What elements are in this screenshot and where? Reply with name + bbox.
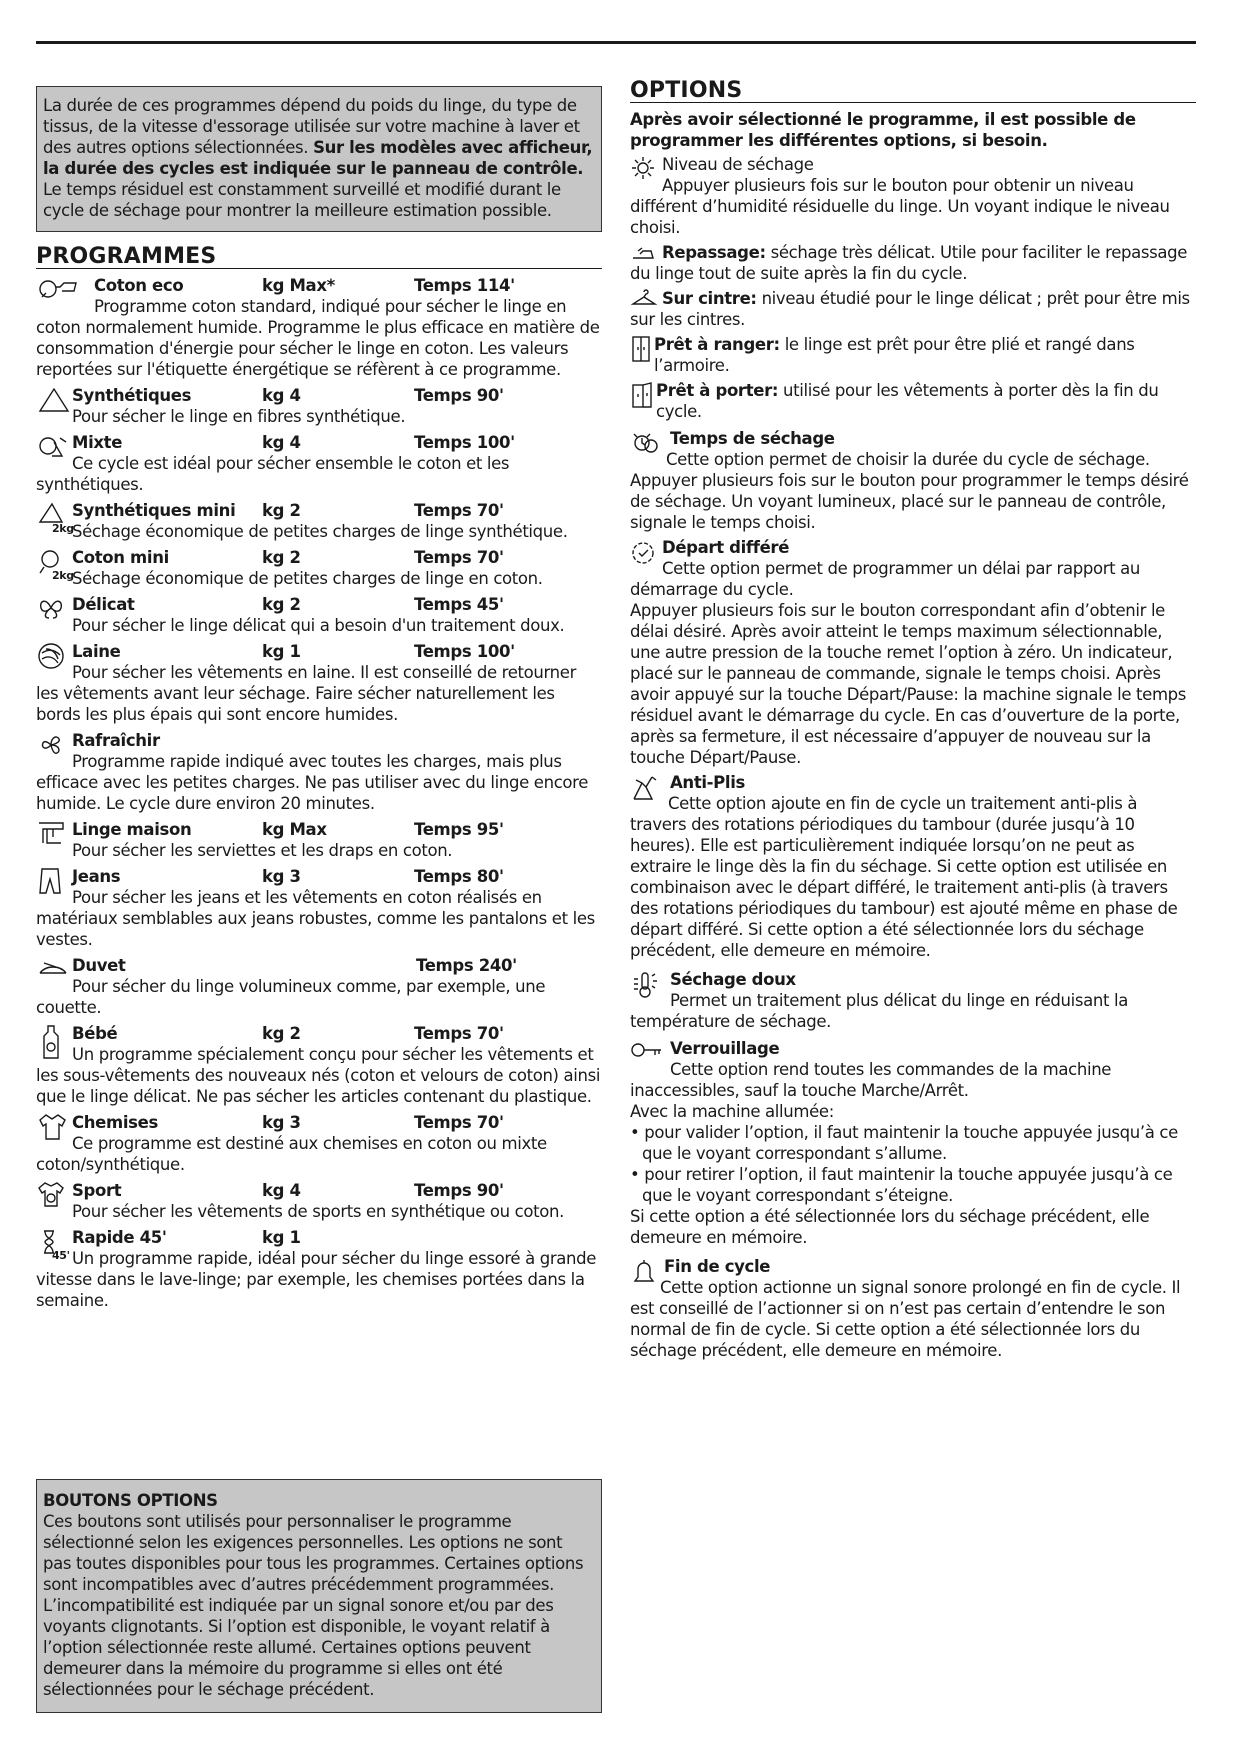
option-temps xyxy=(630,428,1196,533)
programme-description: Ce programme est destiné aux chemises en coton ou mixte coton/synthétique. xyxy=(36,1134,547,1174)
programme-9 xyxy=(36,866,602,950)
programme-name: Coton mini xyxy=(72,548,169,567)
programme-load xyxy=(262,955,416,976)
gentle-drying-icon xyxy=(630,970,660,998)
option-cintre xyxy=(630,288,1196,330)
programme-description: Pour sécher les jeans et les vêtements en coton réalisés en matériaux semblables aux jeans robustes, comme les pantalons et les vestes. xyxy=(36,888,595,949)
programme-description: Pour sécher le linge délicat qui a besoin d'un traitement doux. xyxy=(72,616,565,635)
programme-description: Pour sécher les vêtements de sports en synthétique ou coton. xyxy=(72,1202,564,1221)
programme-name: Délicat xyxy=(72,595,135,614)
option-niveau-desc: Appuyer plusieurs fois sur le bouton pour obtenir un niveau différent d’humidité résiduelle du linge. Un voyant indique le niveau choisi. xyxy=(630,176,1170,237)
option-niveau-title: Niveau de séchage xyxy=(662,155,814,174)
anti-crease-icon xyxy=(630,773,660,801)
programme-description: Programme rapide indiqué avec toutes les charges, mais plus efficace avec les petites charges. Ne pas utiliser avec du linge encore humide. Le cycle dure environ 20 minutes. xyxy=(36,752,589,813)
programme-load: kg 4 xyxy=(262,1181,301,1200)
right-column xyxy=(630,80,1196,1365)
options-box-text: Ces boutons sont utilisés pour personnaliser le programme sélectionné selon les exigences personnelles. Les options ne sont pas toutes disponibles pour tous les programmes. Certaines options sont incompatibles avec d’autres précédemment programmées. L’incompatibilité est indiquée par un signal sonore et/ou par des voyants clignotants. Si l’option est disponible, le voyant relatif à l’option sélectionnée reste allumé. Certaines options peuvent demeurer dans la mémoire du programme si elles ont été sélectionnées pour le séchage précédent. xyxy=(43,1512,584,1699)
programme-name: Laine xyxy=(72,642,121,661)
iron-icon xyxy=(630,243,660,271)
refresh-icon xyxy=(36,730,70,764)
option-antiplis-title: Anti-Plis xyxy=(670,773,745,792)
programme-13 xyxy=(36,1180,602,1222)
programme-11 xyxy=(36,1023,602,1107)
programme-time: Temps 90' xyxy=(414,1181,504,1200)
quick-45-icon xyxy=(36,1227,70,1261)
programme-description: Pour sécher du linge volumineux comme, par exemple, une couette. xyxy=(36,977,546,1017)
programme-time: Temps 114' xyxy=(414,276,515,295)
option-depart xyxy=(630,537,1196,768)
left-column xyxy=(36,80,602,1699)
option-verrou-desc2: Avec la machine allumée: xyxy=(630,1102,834,1121)
programme-load xyxy=(262,730,414,751)
option-verrou-desc3: Si cette option a été sélectionnée lors du séchage précédent, elle demeure en mémoire. xyxy=(630,1207,1150,1247)
programme-badge: 2kg xyxy=(52,569,74,582)
option-fin-desc: Cette option actionne un signal sonore prolongé en fin de cycle. Il est conseillé de l’actionner si on n’est pas certain d’entendre le son normal de fin de cycle. Si cette option a été sélectionnée lors du séchage précédent, elle demeure en mémoire. xyxy=(630,1278,1181,1360)
programme-12 xyxy=(36,1112,602,1175)
programme-time: Temps 100' xyxy=(414,642,515,661)
cotton-mini-icon xyxy=(36,547,74,582)
programme-description: Séchage économique de petites charges de linge synthétique. xyxy=(72,522,568,541)
programme-load: kg 2 xyxy=(262,501,301,520)
option-verrou-bullet-2: • pour retirer l’option, il faut maintenir la touche appuyée jusqu’à ce que le voyant correspondant s’éteigne. xyxy=(630,1165,1173,1205)
programme-load: kg Max* xyxy=(262,276,335,295)
programme-8 xyxy=(36,819,602,861)
options-heading: OPTIONS xyxy=(630,80,1196,103)
programme-2 xyxy=(36,432,602,495)
top-rule xyxy=(36,41,1196,44)
programme-name: Synthétiques mini xyxy=(72,501,236,520)
option-fin xyxy=(630,1256,1196,1361)
synthetic-mini-icon xyxy=(36,500,74,535)
cupboard-icon xyxy=(630,335,660,363)
programmes-heading: PROGRAMMES xyxy=(36,246,602,269)
shirts-icon xyxy=(36,1112,70,1146)
option-verrou-desc: Cette option rend toutes les commandes de la machine inaccessibles, sauf la touche Marche/Arrêt. xyxy=(630,1060,1112,1100)
programme-name: Duvet xyxy=(72,956,126,975)
programme-0 xyxy=(36,275,602,380)
option-repassage-title: Repassage: xyxy=(662,243,766,262)
wool-icon xyxy=(36,641,70,675)
programme-load: kg Max xyxy=(262,820,327,839)
programme-name: Synthétiques xyxy=(72,386,192,405)
programme-description: Un programme rapide, idéal pour sécher du linge essoré à grande vitesse dans le lave-linge; par exemple, les chemises portées dans la semaine. xyxy=(36,1249,597,1310)
option-temps-desc: Cette option permet de choisir la durée du cycle de séchage. Appuyer plusieurs fois sur le bouton pour programmer le temps désiré de séchage. Un voyant lumineux, placé sur le panneau de contrôle, signale le temps choisi. xyxy=(630,450,1189,532)
programme-name: Coton eco xyxy=(94,276,184,295)
programme-time: Temps 100' xyxy=(414,433,515,452)
programme-name: Sport xyxy=(72,1181,122,1200)
option-niveau xyxy=(630,154,1196,238)
key-icon xyxy=(630,1039,660,1067)
baby-icon xyxy=(36,1023,70,1057)
programme-time: Temps 70' xyxy=(414,548,504,567)
option-antiplis-desc: Cette option ajoute en fin de cycle un traitement anti-plis à travers des rotations périodiques du tambour (durée jusqu’à 10 heures). Elle est particulièrement indiquée lorsqu’on ne peut as extraire le linge dès la fin du séchage. Si cette option est utilisée en combinaison avec le départ différé, le traitement anti-plis (à travers des rotations périodiques du tambour) est ajouté même en phase de départ différé. Si cette option a été sélectionnée lors du séchage précédent, elle demeure en mémoire. xyxy=(630,794,1178,960)
programme-list xyxy=(36,275,602,1311)
timer-icon xyxy=(630,429,660,457)
programme-description: Séchage économique de petites charges de linge en coton. xyxy=(72,569,543,588)
programme-load: kg 3 xyxy=(262,1113,301,1132)
sport-icon xyxy=(36,1180,70,1214)
duvet-icon xyxy=(36,955,70,989)
option-repassage-desc: séchage très délicat. Utile pour faciliter le repassage du linge tout de suite après la fin du cycle. xyxy=(630,243,1188,283)
programme-7 xyxy=(36,730,602,814)
programme-load: kg 1 xyxy=(262,1228,301,1247)
programme-badge: 2kg xyxy=(52,522,74,535)
programme-3 xyxy=(36,500,602,542)
option-porter xyxy=(630,380,1196,422)
option-cintre-title: Sur cintre: xyxy=(662,289,757,308)
intro-text: La durée de ces programmes dépend du poids du linge, du type de tissus, de la vitesse d'essorage utilisée sur votre machine à laver et des autres options sélectionnées. xyxy=(43,96,580,157)
programme-time: Temps 240' xyxy=(416,956,517,975)
intro-bold: Sur les modèles avec afficheur, la durée des cycles est indiquée sur le panneau de contrôle. xyxy=(43,138,593,178)
programme-time: Temps 70' xyxy=(414,1113,504,1132)
option-fin-title: Fin de cycle xyxy=(664,1257,771,1276)
programme-name: Linge maison xyxy=(72,820,192,839)
programme-5 xyxy=(36,594,602,636)
programme-load: kg 3 xyxy=(262,867,301,886)
intro-text2: Le temps résiduel est constamment surveillé et modifié durant le cycle de séchage pour montrer la meilleure estimation possible. xyxy=(43,180,561,220)
programme-description: Pour sécher le linge en fibres synthétique. xyxy=(72,407,406,426)
programme-6 xyxy=(36,641,602,725)
programme-time: Temps 95' xyxy=(414,820,504,839)
programme-load: kg 1 xyxy=(262,642,301,661)
option-doux-desc: Permet un traitement plus délicat du linge en réduisant la température de séchage. xyxy=(630,991,1129,1031)
programme-load: kg 2 xyxy=(262,595,301,614)
programme-description: Ce cycle est idéal pour sécher ensemble le coton et les synthétiques. xyxy=(36,454,510,494)
programme-load: kg 4 xyxy=(262,433,301,452)
synthetic-icon xyxy=(36,385,70,419)
mixed-icon xyxy=(36,432,70,466)
delay-start-icon xyxy=(630,538,660,566)
option-doux-title: Séchage doux xyxy=(670,970,796,989)
option-doux xyxy=(630,969,1196,1032)
option-verrou-title: Verrouillage xyxy=(670,1039,780,1058)
option-porter-desc: utilisé pour les vêtements à porter dès la fin du cycle. xyxy=(656,381,1159,421)
programme-name: Rafraîchir xyxy=(72,731,160,750)
option-verrou xyxy=(630,1038,1196,1248)
programme-1 xyxy=(36,385,602,427)
option-repassage xyxy=(630,242,1196,284)
programme-name: Jeans xyxy=(72,867,121,886)
option-cintre-desc: niveau étudié pour le linge délicat ; prêt pour être mis sur les cintres. xyxy=(630,289,1190,329)
programme-name: Rapide 45' xyxy=(72,1228,167,1247)
option-ranger xyxy=(630,334,1196,376)
cotton-eco-icon xyxy=(36,275,70,309)
hanger-icon xyxy=(630,289,660,317)
option-verrou-bullet-1: • pour valider l’option, il faut maintenir la touche appuyée jusqu’à ce que le voyant correspondant s’allume. xyxy=(630,1123,1178,1163)
option-temps-title: Temps de séchage xyxy=(670,429,835,448)
options-box-title: BOUTONS OPTIONS xyxy=(43,1491,218,1510)
programme-load: kg 2 xyxy=(262,548,301,567)
intro-box xyxy=(36,86,602,232)
open-wardrobe-icon xyxy=(630,381,660,409)
programme-4 xyxy=(36,547,602,589)
options-box xyxy=(36,1479,602,1713)
programme-description: Pour sécher les serviettes et les draps en coton. xyxy=(72,841,453,860)
option-depart-desc: Cette option permet de programmer un délai par rapport au démarrage du cycle. xyxy=(630,559,1141,599)
options-intro: Après avoir sélectionné le programme, il est possible de programmer les différentes options, si besoin. xyxy=(630,110,1136,150)
option-porter-title: Prêt à porter: xyxy=(656,381,779,400)
programme-time: Temps 70' xyxy=(414,1024,504,1043)
programme-name: Chemises xyxy=(72,1113,158,1132)
programme-time: Temps 45' xyxy=(414,595,504,614)
programme-time: Temps 70' xyxy=(414,501,504,520)
programme-time: Temps 80' xyxy=(414,867,504,886)
jeans-icon xyxy=(36,866,70,900)
programme-14 xyxy=(36,1227,602,1311)
option-ranger-desc: le linge est prêt pour être plié et rangé dans l’armoire. xyxy=(654,335,1135,375)
programme-name: Mixte xyxy=(72,433,123,452)
programme-badge: 45' xyxy=(52,1249,70,1262)
programme-description: Programme coton standard, indiqué pour sécher le linge en coton normalement humide. Programme le plus efficace en matière de consommation d'énergie pour sécher le linge en coton. Les valeurs reportées sur l'étiquette énergétique se réfèrent à ce programme. xyxy=(36,297,600,379)
programme-load: kg 2 xyxy=(262,1024,301,1043)
programme-load: kg 4 xyxy=(262,386,301,405)
sun-icon xyxy=(630,155,660,183)
option-ranger-title: Prêt à ranger: xyxy=(654,335,780,354)
option-depart-desc2: Appuyer plusieurs fois sur le bouton correspondant afin d’obtenir le délai désiré. Après avoir atteint le temps maximum sélectionnable, une autre pression de la touche remet l’option à zéro. Un indicateur, placé sur le panneau de commande, signale le temps choisi. Après avoir appuyé sur la touche Départ/Pause: la machine signale le temps résiduel avant le démarrage du cycle. En cas d’ouverture de la porte, après sa fermeture, il est nécessaire d’appuyer de nouveau sur la touche Départ/Pause. xyxy=(630,601,1187,767)
programme-description: Un programme spécialement conçu pour sécher les vêtements et les sous-vêtements des nouveaux nés (coton et velours de coton) ainsi que le linge délicat. Ne pas sécher les articles contenant du plastique. xyxy=(36,1045,601,1106)
delicate-icon xyxy=(36,594,70,628)
programme-description: Pour sécher les vêtements en laine. Il est conseillé de retourner les vêtements avant leur séchage. Faire sécher naturellement les bords les plus épais qui sont encore humides. xyxy=(36,663,577,724)
option-depart-title: Départ différé xyxy=(662,538,790,557)
household-linen-icon xyxy=(36,819,70,853)
bell-icon xyxy=(630,1257,660,1285)
option-antiplis xyxy=(630,772,1196,961)
programme-time: Temps 90' xyxy=(414,386,504,405)
programme-name: Bébé xyxy=(72,1024,118,1043)
programme-10 xyxy=(36,955,602,1018)
